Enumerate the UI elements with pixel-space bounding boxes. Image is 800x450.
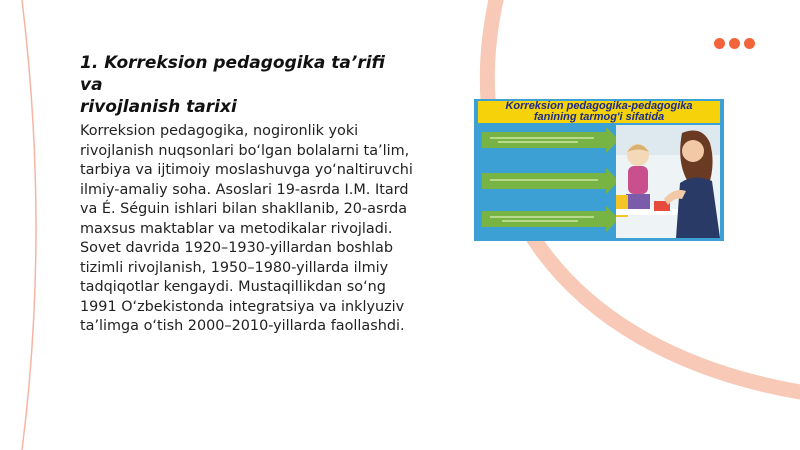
slide-title [80, 52, 410, 118]
slide-title-line-1: 1. Korreksion pedagogika ta’rifi va [80, 53, 385, 95]
left-arc-line [22, 0, 36, 450]
arrow-shape [482, 168, 619, 194]
arrow-shape [482, 206, 619, 232]
inset-image [474, 99, 724, 241]
arrow-shape [482, 127, 619, 153]
inset-title-line-2: fanining tarmog'i sifatida [533, 111, 665, 123]
menu-dots-icon [714, 38, 755, 49]
dot [729, 38, 740, 49]
slide-body-text: Korreksion pedagogika, nogironlik yoki rivojlanish nuqsonlari bo‘lgan bolalarni ta’lim, tarbiya va ijtimoiy moslashuvga yo‘naltiruvchi ilmiy-amaliy soha. Asoslari 19-asrda I.M. Itard va É. Séguin ishlari bilan shakllanib, 20-asrda maxsus maktablar va metodikalar rivojladi. Sovet davrida 1920–1930-yillardan boshlab tizimli rivojlanish, 1950–1980-yillarda ilmiy tadqiqotlar kengaydi. Mustaqillikdan so‘ng 1991 O‘zbekistonda integratsiya va inklyuziv ta’limga o‘tish 2000–2010-yillarda faollashdi. [80, 123, 413, 334]
dot [714, 38, 725, 49]
slide-title-line-2: rivojlanish tarixi [80, 97, 237, 117]
dot [744, 38, 755, 49]
teacher-child-photo [616, 125, 720, 238]
inset-title-line-1: Korreksion pedagogika-pedagogika [505, 100, 693, 112]
